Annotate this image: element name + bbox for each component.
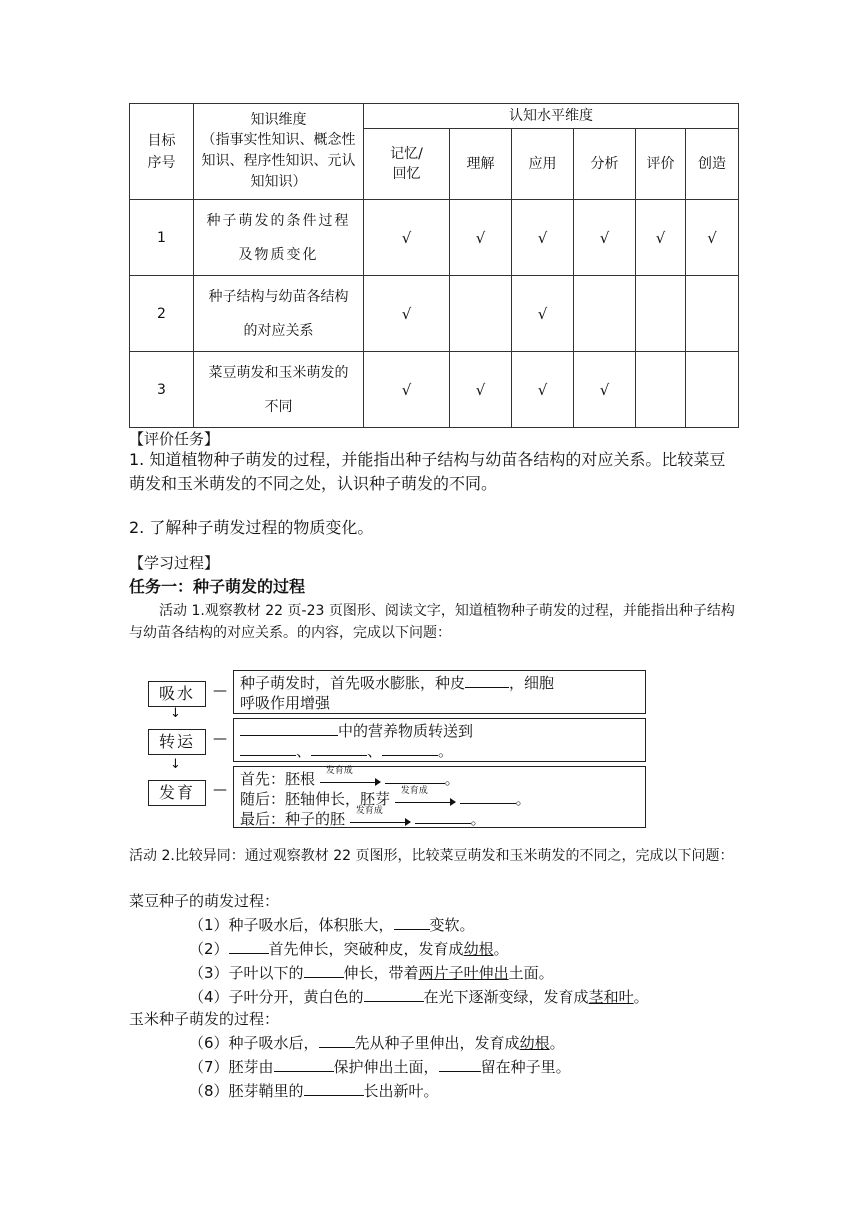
row-number: 2 — [130, 276, 194, 352]
table-row — [130, 276, 739, 352]
down-arrow-icon: ↓ — [170, 706, 181, 721]
flow-text: 。 — [444, 770, 460, 788]
step-text: （2） — [189, 940, 229, 958]
arrow-label: 发育成 — [400, 785, 428, 796]
process-heading: 【学习过程】 — [129, 554, 220, 572]
check-mark: √ — [686, 200, 739, 276]
row-number: 3 — [130, 352, 194, 428]
step-text: 。 — [633, 988, 649, 1006]
develop-arrow-icon — [320, 765, 380, 787]
activity1-text: 活动 1.观察教材 22 页-23 页图形、阅读文字，知道植物种子萌发的过程，并能指出种子结构与幼苗各结构的对应关系。的内容，完成以下问题： — [129, 603, 735, 641]
down-arrow-icon: ↓ — [170, 757, 181, 772]
step-text: （4）子叶分开，黄白色的 — [189, 988, 364, 1006]
activity2-text: 活动 2.比较异同：通过观察教材 22 页图形，比较菜豆萌发和玉米萌发的不同之，完成以下问题： — [129, 848, 734, 864]
blank — [304, 1081, 364, 1096]
level-header: 应用 — [512, 129, 574, 200]
step-text: （6）种子吸水后， — [189, 1034, 319, 1052]
row-knowledge: 种子萌发的条件过程及物质变化 — [194, 200, 364, 276]
corn-step-7 — [189, 1055, 571, 1079]
check-mark — [450, 276, 512, 352]
bean-step-1 — [189, 913, 475, 937]
blank — [274, 1057, 334, 1072]
blank — [311, 741, 367, 756]
underlined-text: 幼根 — [463, 940, 494, 958]
step-text: 。 — [549, 1034, 565, 1052]
flow-step-transport: 转运 — [148, 729, 206, 755]
develop-arrow-icon — [395, 785, 455, 807]
flow-step-absorb: 吸水 — [148, 681, 206, 707]
header-knowledge-dimension — [194, 104, 364, 200]
check-mark: √ — [574, 352, 636, 428]
check-mark: √ — [512, 276, 574, 352]
bean-step-4 — [189, 985, 649, 1009]
step-text: （3）子叶以下的 — [189, 964, 304, 982]
flow-text: 。 — [515, 790, 531, 808]
flow-box-transport — [233, 718, 646, 762]
step-text: 首先伸长，突破种皮，发育成 — [268, 940, 464, 958]
corn-title: 玉米种子萌发的过程： — [129, 1010, 280, 1028]
step-text: 保护伸出土面， — [333, 1058, 439, 1076]
step-text: 伸长，带着 — [343, 964, 419, 982]
check-mark: √ — [364, 276, 450, 352]
check-mark: √ — [450, 352, 512, 428]
step-text: 在光下逐渐变绿，发育成 — [423, 988, 589, 1006]
check-mark — [636, 276, 686, 352]
check-mark: √ — [450, 200, 512, 276]
check-mark — [574, 276, 636, 352]
eval-task-1: 1. 知道植物种子萌发的过程，并能指出种子结构与幼苗各结构的对应关系。比较菜豆萌发和玉米萌发的不同之处，认识种子萌发的不同。 — [129, 450, 726, 493]
check-mark: √ — [512, 200, 574, 276]
check-mark — [636, 352, 686, 428]
corn-step-6 — [189, 1031, 565, 1055]
flow-text: 。 — [470, 810, 486, 828]
level-header: 记忆/ 回忆 — [364, 129, 450, 200]
blank — [385, 769, 445, 784]
blank — [319, 1033, 355, 1048]
step-text: 长出新叶。 — [363, 1082, 439, 1100]
step-text: （8）胚芽鞘里的 — [189, 1082, 304, 1100]
flow-text: 、 — [367, 742, 383, 760]
flow-text: 首先：胚根 — [240, 770, 316, 788]
flow-box-develop — [233, 766, 646, 828]
underlined-text: 两片子叶伸出 — [418, 964, 509, 982]
goals-table — [129, 103, 739, 428]
level-header: 理解 — [450, 129, 512, 200]
flow-dash: — — [213, 782, 227, 798]
bean-step-2 — [189, 937, 509, 961]
flow-text: 呼吸作用增强 — [240, 694, 331, 712]
check-mark: √ — [364, 352, 450, 428]
blank — [382, 741, 438, 756]
blank — [394, 915, 430, 930]
step-text: （1）种子吸水后，体积胀大， — [189, 916, 394, 934]
step-text: 。 — [493, 940, 509, 958]
flow-dash: — — [213, 731, 227, 747]
blank — [229, 939, 269, 954]
step-text: 变软。 — [429, 916, 475, 934]
flow-text: 中的营养物质转送到 — [338, 722, 474, 740]
flow-box-absorb — [233, 670, 646, 714]
table-row — [130, 352, 739, 428]
step-text: 土面。 — [508, 964, 554, 982]
row-knowledge: 种子结构与幼苗各结构的对应关系 — [194, 276, 364, 352]
arrow-label: 发育成 — [355, 805, 383, 816]
step-text: （7）胚芽由 — [189, 1058, 274, 1076]
develop-arrow-icon — [350, 805, 410, 827]
eval-heading: 【评价任务】 — [129, 430, 220, 448]
blank — [415, 809, 471, 824]
step-text: 先从种子里伸出，发育成 — [354, 1034, 520, 1052]
check-mark: √ — [364, 200, 450, 276]
check-mark — [686, 276, 739, 352]
blank — [465, 673, 509, 688]
header-goal-number: 目标 序号 — [130, 104, 194, 200]
bean-step-3 — [189, 961, 554, 985]
underlined-text: 幼根 — [519, 1034, 550, 1052]
flow-text: ，细胞 — [509, 674, 555, 692]
blank — [240, 721, 338, 736]
check-mark — [686, 352, 739, 428]
blank — [240, 741, 296, 756]
arrow-label: 发育成 — [325, 765, 353, 776]
blank — [364, 987, 424, 1002]
flow-text: 种子萌发时，首先吸水膨胀，种皮 — [240, 674, 466, 692]
flow-text: 、 — [296, 742, 312, 760]
table-row — [130, 200, 739, 276]
underlined-text: 茎和叶 — [588, 988, 634, 1006]
task1-title: 任务一：种子萌发的过程 — [129, 577, 306, 596]
level-header: 分析 — [574, 129, 636, 200]
level-header: 评价 — [636, 129, 686, 200]
row-number: 1 — [130, 200, 194, 276]
step-text: 留在种子里。 — [480, 1058, 571, 1076]
flow-step-develop: 发育 — [148, 780, 206, 806]
bean-title: 菜豆种子的萌发过程： — [129, 892, 280, 910]
blank — [460, 789, 516, 804]
level-header: 创造 — [686, 129, 739, 200]
flow-text: 。 — [438, 742, 454, 760]
eval-task-2: 2. 了解种子萌发过程的物质变化。 — [129, 518, 374, 537]
row-knowledge: 菜豆萌发和玉米萌发的不同 — [194, 352, 364, 428]
check-mark: √ — [636, 200, 686, 276]
blank — [439, 1057, 481, 1072]
flow-text: 随后：胚轴伸长，胚芽 — [240, 790, 391, 808]
knowledge-subtitle: （指事实性知识、概念性知识、程序性知识、元认知知识） — [201, 132, 356, 190]
check-mark: √ — [512, 352, 574, 428]
header-cognitive-dimension: 认知水平维度 — [364, 104, 739, 129]
flow-text: 最后：种子的胚 — [240, 810, 346, 828]
corn-step-8 — [189, 1079, 439, 1103]
check-mark: √ — [574, 200, 636, 276]
blank — [304, 963, 344, 978]
flow-dash: — — [213, 683, 227, 699]
knowledge-title: 知识维度 — [250, 112, 307, 128]
